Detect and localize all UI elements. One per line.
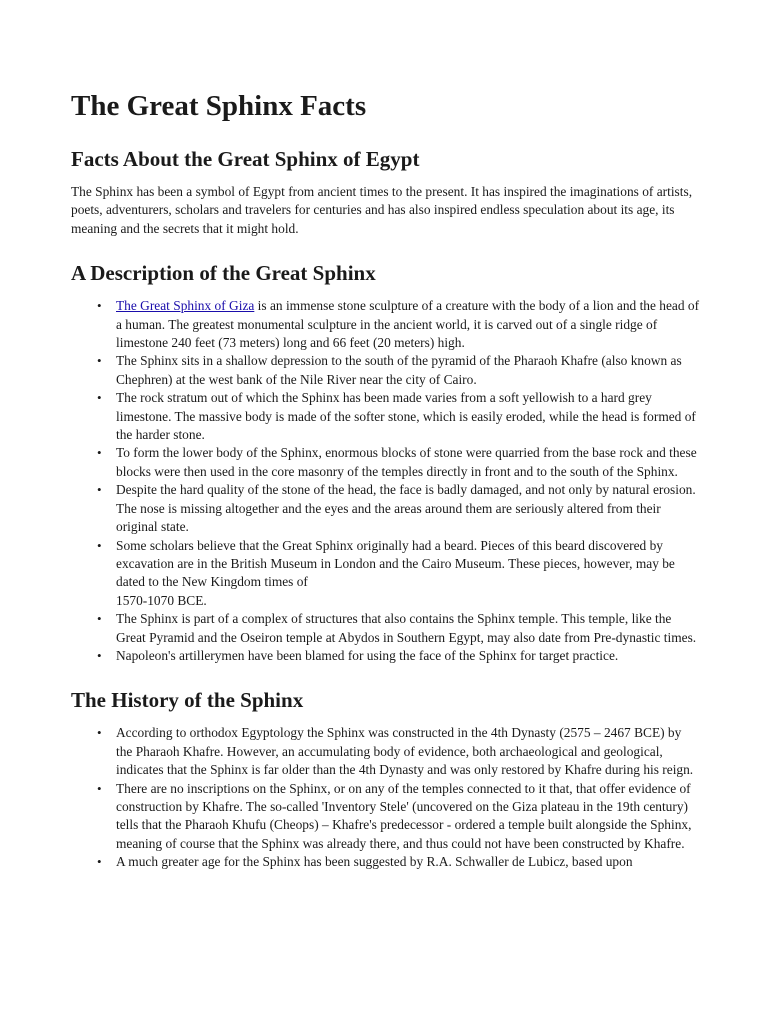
list-item-date-text: 1570-1070 BCE.	[116, 592, 207, 608]
description-list	[71, 297, 701, 665]
list-item-text: To form the lower body of the Sphinx, enormous blocks of stone were quarried from the base rock and these blocks were then used in the core masonry of the temples directly in front and to the south of the Sphinx.	[116, 445, 697, 479]
list-item-text: The rock stratum out of which the Sphinx has been made varies from a soft yellowish to a hard grey limestone. The massive body is made of the softer stone, which is easily eroded, while the head is formed of the harder stone.	[116, 390, 696, 443]
list-item	[71, 389, 701, 444]
list-item	[71, 481, 701, 536]
list-item	[71, 780, 701, 854]
history-heading: The History of the Sphinx	[71, 688, 304, 713]
history-list	[71, 724, 701, 871]
list-item-text: According to orthodox Egyptology the Sphinx was constructed in the 4th Dynasty (2575 – 2467 BCE) by the Pharaoh Khafre. However, an accumulating body of evidence, both archaeological and geological, indicates that the Sphinx is far older than the 4th Dynasty and was only restored by Khafre during his reign.	[116, 725, 694, 778]
list-item-text: Napoleon's artillerymen have been blamed for using the face of the Sphinx for target practice.	[116, 647, 619, 663]
document-page	[71, 88, 701, 894]
description-heading: A Description of the Great Sphinx	[71, 261, 376, 286]
list-item	[71, 610, 701, 647]
page-title: The Great Sphinx Facts	[71, 90, 367, 122]
facts-heading: Facts About the Great Sphinx of Egypt	[71, 147, 420, 171]
list-item	[71, 724, 701, 779]
bullet-icon: •	[97, 353, 102, 369]
bullet-icon: •	[97, 537, 102, 553]
list-item-text: Despite the hard quality of the stone of the head, the face is badly damaged, and not only by natural erosion. The nose is missing altogether and the eyes and the areas around them are seriously altered from their original state.	[116, 482, 696, 535]
great-sphinx-of-giza-link[interactable]: The Great Sphinx of Giza	[116, 298, 255, 314]
list-item	[71, 647, 701, 665]
list-item-text: There are no inscriptions on the Sphinx, or on any of the temples connected to it that, that offer evidence of construction by Khafre. The so-called 'Inventory Stele' (uncovered on the Giza plateau in the 19th century) tells that the Pharaoh Khufu (Cheops) – Khafre's predecessor - ordered a temple built alongside the Sphinx, meaning of course that the Sphinx was already there, and thus could not have been constructed by Khafre.	[116, 780, 692, 851]
list-item-text: is an immense stone sculpture of a creature with the body of a lion and the head of a human. The greatest monumental sculpture in the ancient world, it is carved out of a single ridge of limestone 240 feet (73 meters) long and 66 feet (20 meters) high.	[116, 298, 700, 351]
list-item	[71, 444, 701, 481]
bullet-icon: •	[97, 482, 102, 498]
list-item	[71, 853, 701, 871]
bullet-icon: •	[97, 298, 102, 314]
list-item-text: A much greater age for the Sphinx has been suggested by R.A. Schwaller de Lubicz, based upon	[116, 854, 633, 870]
list-item-text: The Sphinx is part of a complex of structures that also contains the Sphinx temple. This temple, like the Great Pyramid and the Oseiron temple at Abydos in Southern Egypt, may also date from Pre-dynastic times.	[116, 611, 697, 645]
list-item	[71, 352, 701, 389]
list-item	[71, 297, 701, 352]
bullet-icon: •	[97, 611, 102, 627]
list-item-text: Some scholars believe that the Great Sphinx originally had a beard. Pieces of this beard discovered by excavation are in the British Museum in London and the Cairo Museum. These pieces, however, may be dated to the New Kingdom times of	[116, 537, 675, 590]
list-item-text: The Sphinx sits in a shallow depression to the south of the pyramid of the Pharaoh Khafre (also known as Chephren) at the west bank of the Nile River near the city of Cairo.	[116, 353, 682, 387]
list-item	[71, 537, 701, 611]
facts-paragraph: The Sphinx has been a symbol of Egypt from ancient times to the present. It has inspired the imaginations of artists, poets, adventurers, scholars and travelers for centuries and has also inspired endless speculation about its age, its meaning and the secrets that it might hold.	[71, 184, 693, 236]
bullet-icon: •	[97, 780, 102, 796]
bullet-icon: •	[97, 854, 102, 870]
bullet-icon: •	[97, 725, 102, 741]
bullet-icon: •	[97, 390, 102, 406]
bullet-icon: •	[97, 647, 102, 663]
bullet-icon: •	[97, 445, 102, 461]
